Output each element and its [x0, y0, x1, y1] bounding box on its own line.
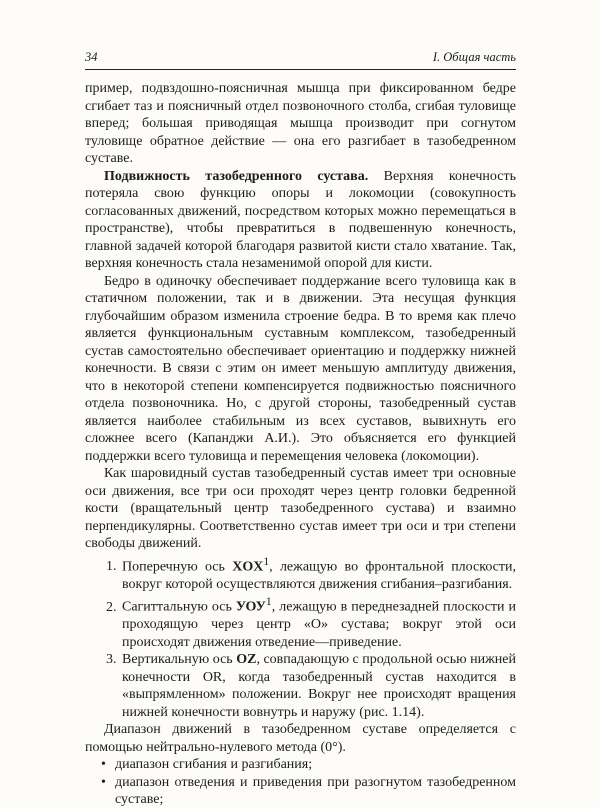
- paragraph-continuation: пример, подвздошно-поясничная мышца при фиксированном бедре сгибает таз и поясничный отдел позвоночного столба, сгибая туловище вперед; большая приводящая мышца производит при согнутом туловище обратное действие — она его разгибает в тазобедренном суставе.: [85, 81, 516, 166]
- page-header: [85, 50, 516, 70]
- list-item: 2. Сагиттальную ось УОУ$^1$, лежащую в переднезадней плоскости и проходящую через центр «О» сустава; вокруг этой оси происходят движения отведение—приведение.: [120, 593, 516, 651]
- axis-superscript: 1: [265, 595, 272, 609]
- list-item: 3. Вертикальную ось OZ, совпадающую с продольной осью нижней конечности OR, когда тазобедренный сустав находится в «выпрямленном» положении. Вокруг нее происходят вращения нижней конечности вовнутрь и наружу (рис. 1.14).: [120, 651, 516, 721]
- axis-label: УОУ: [235, 599, 266, 615]
- list-item: 1. Поперечную ось XOX$^1$, лежащую во фронтальной плоскости, вокруг которой осуществляются движения сгибания–разгибания.: [120, 553, 516, 594]
- page-body: [85, 80, 516, 809]
- page-number: 34: [85, 50, 98, 64]
- paragraph-range: Диапазон движений в тазобедренном суставе определяется с помощью нейтрально-нулевого метода (0°).: [85, 722, 516, 755]
- paragraph-hip-mobility: [85, 168, 516, 273]
- paragraph-axes: Как шаровидный сустав тазобедренный сустав имеет три основные оси движения, все три оси проходят через центр головки бедренной кости (вращательный центр тазобедренного сустава) и взаимно перпендикулярны. Соответственно сустав имеет три оси и три степени свободы движений.: [85, 466, 516, 551]
- axis-label: OZ: [236, 652, 257, 668]
- paragraph-femur: Бедро в одиночку обеспечивает поддержание всего туловища как в статичном положении, так и в движении. Эта несущая функция глубочайшим образом изменила строение бедра. В то время как плечо является функциональным суставным комплексом, тазобедренный сустав самостоятельно обеспечивает ориентацию и поддержку нижней конечности. В связи с этим он имеет меньшую амплитуду движения, что в некоторой степени компенсируется подвижностью поясничного отдела позвоночника. Но, с другой стороны, тазобедренный сустав является наиболее стабильным из всех суставов, вывихнуть его сложнее всего (Капанджи А.И.). Это объясняется его функцией поддержки всего туловища и перемещения человека (локомоции).: [85, 273, 516, 464]
- bullet-icon: •: [101, 774, 106, 790]
- list-item: • диапазон сгибания и разгибания;: [101, 757, 313, 773]
- axes-list: [85, 553, 516, 722]
- paragraph-heading: Подвижность тазобедренного сустава.: [104, 168, 369, 184]
- section-title: I. Общая часть: [432, 50, 516, 64]
- list-item: • диапазон отведения и приведения при разогнутом тазобедренном суставе;: [101, 774, 516, 808]
- paragraph-text: Верхняя конечность потеряла свою функцию опоры и локомоции (совокупность согласованных движений, посредством которых можно перемещаться в пространстве), чтобы превратиться в подвешенную конечность, главной задачей которой благодаря развитой кисти стало хватание. Так, верхняя конечность стала незаменимой опорой для кисти.: [85, 168, 516, 271]
- axis-label: XOX: [232, 559, 264, 575]
- axis-superscript: 1: [263, 554, 270, 568]
- bullet-icon: •: [101, 757, 106, 773]
- range-bullets: [85, 756, 516, 809]
